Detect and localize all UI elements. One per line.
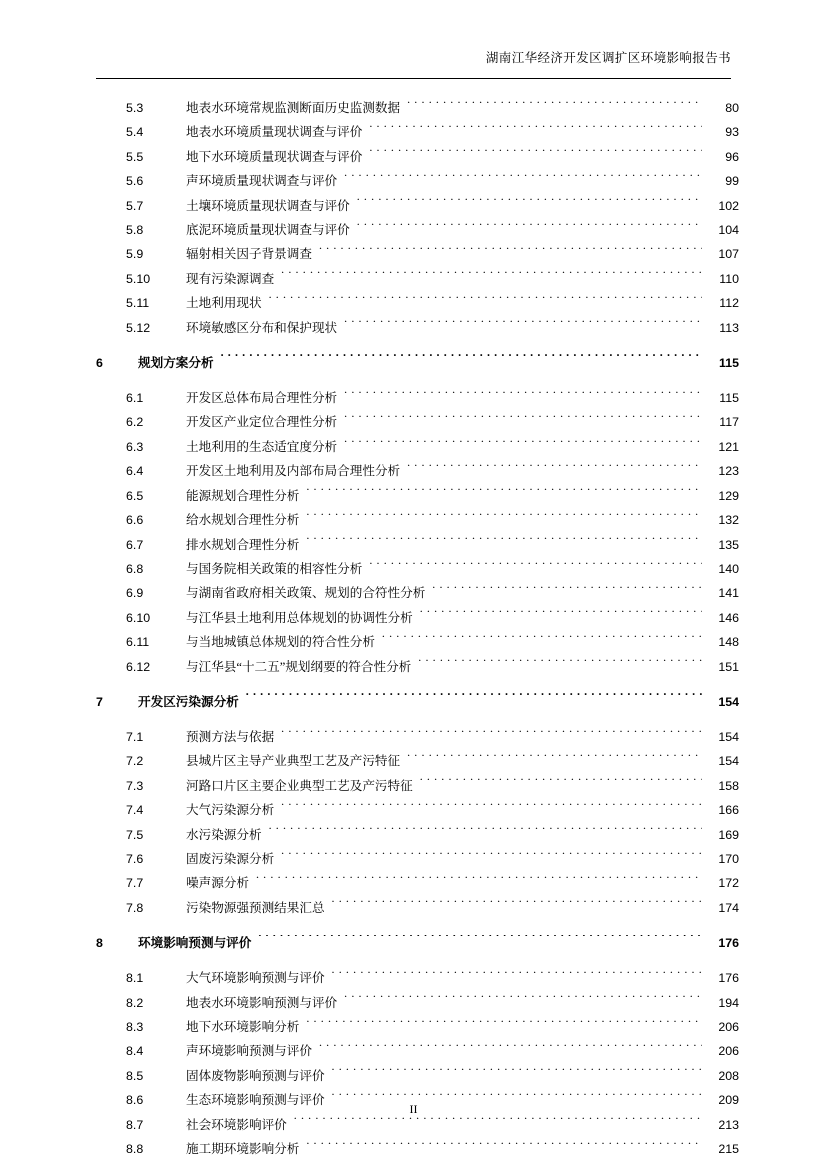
toc-entry-page: 176 — [718, 971, 739, 986]
toc-entry[interactable] — [96, 459, 739, 483]
toc-entry-number: 5.6 — [126, 174, 144, 189]
toc-entry-page: 213 — [718, 1117, 739, 1132]
toc-entry[interactable] — [96, 929, 739, 957]
toc-leader-dots — [344, 319, 702, 332]
toc-entry-title: 开发区污染源分析 — [138, 694, 239, 709]
toc-leader-dots — [369, 148, 702, 161]
toc-entry[interactable] — [96, 508, 739, 532]
toc-entry[interactable] — [96, 96, 739, 120]
toc-spacer — [96, 340, 739, 349]
toc-entry-page: 154 — [718, 694, 739, 709]
toc-entry-number: 6.7 — [126, 537, 144, 552]
toc-entry-page: 194 — [718, 995, 739, 1010]
toc-entry-title: 现有污染源调查 — [186, 271, 275, 286]
toc-entry-title: 大气污染源分析 — [186, 803, 275, 818]
toc-entry-page: 170 — [718, 851, 739, 866]
toc-entry[interactable] — [96, 386, 739, 410]
toc-leader-dots — [319, 1043, 702, 1056]
toc-leader-dots — [221, 354, 702, 367]
toc-entry-page: 176 — [718, 936, 739, 951]
toc-entry-title: 给水规划合理性分析 — [186, 513, 300, 528]
toc-entry-title: 土地利用现状 — [186, 296, 262, 311]
toc-entry-title: 开发区总体布局合理性分析 — [186, 391, 338, 406]
toc-entry-number: 6.10 — [126, 610, 151, 625]
toc-entry[interactable] — [96, 847, 739, 871]
toc-entry-title: 开发区产业定位合理性分析 — [186, 415, 338, 430]
toc-entry[interactable] — [96, 316, 739, 340]
toc-leader-dots — [306, 1140, 702, 1153]
toc-entry-number: 6.1 — [126, 391, 144, 406]
toc-leader-dots — [344, 414, 702, 427]
toc-entry-page: 208 — [718, 1068, 739, 1083]
toc-leader-dots — [407, 99, 702, 112]
toc-entry[interactable] — [96, 725, 739, 749]
toc-leader-dots — [256, 875, 702, 888]
toc-leader-dots — [306, 512, 702, 525]
toc-leader-dots — [407, 463, 702, 476]
toc-entry-page: 99 — [725, 174, 739, 189]
toc-entry[interactable] — [96, 1015, 739, 1039]
toc-leader-dots — [418, 658, 702, 671]
toc-entry-number: 8.8 — [126, 1142, 144, 1157]
toc-entry[interactable] — [96, 774, 739, 798]
toc-entry-title: 能源规划合理性分析 — [186, 488, 300, 503]
toc-entry-title: 与江华县“十二五”规划纲要的符合性分析 — [186, 659, 412, 674]
toc-leader-dots — [344, 389, 702, 402]
toc-entry-page: 141 — [718, 586, 739, 601]
toc-entry-title: 声环境质量现状调查与评价 — [186, 174, 338, 189]
toc-entry-page: 117 — [719, 415, 739, 430]
toc-entry[interactable] — [96, 1039, 739, 1063]
toc-spacer — [96, 679, 739, 688]
toc-entry-number: 5.11 — [126, 296, 150, 311]
toc-leader-dots — [432, 585, 702, 598]
toc-entry[interactable] — [96, 435, 739, 459]
toc-leader-dots — [369, 560, 702, 573]
toc-entry[interactable] — [96, 966, 739, 990]
toc-entry[interactable] — [96, 145, 739, 169]
toc-entry-page: 169 — [718, 827, 739, 842]
toc-entry[interactable] — [96, 533, 739, 557]
toc-entry-title: 社会环境影响评价 — [186, 1117, 287, 1132]
toc-entry[interactable] — [96, 798, 739, 822]
toc-entry-number: 8.3 — [126, 1020, 144, 1034]
toc-entry[interactable] — [96, 291, 739, 315]
toc-entry-title: 水污染源分析 — [186, 827, 262, 842]
toc-entry-title: 开发区土地利用及内部布局合理性分析 — [186, 464, 401, 479]
toc-entry-number: 6.12 — [126, 659, 151, 674]
toc-entry-page: 148 — [718, 635, 739, 650]
toc-entry-title: 地表水环境常规监测断面历史监测数据 — [186, 101, 401, 115]
toc-entry-page: 102 — [718, 198, 739, 213]
toc-leader-dots — [306, 536, 702, 549]
toc-entry-title: 预测方法与依据 — [186, 729, 275, 744]
toc-entry-page: 104 — [718, 223, 739, 238]
toc-entry[interactable] — [96, 120, 739, 144]
toc-leader-dots — [246, 693, 702, 706]
toc-entry-title: 污染物源强预测结果汇总 — [186, 900, 325, 915]
toc-entry-page: 123 — [718, 464, 739, 479]
toc-entry[interactable] — [96, 823, 739, 847]
toc-entry[interactable] — [96, 1064, 739, 1088]
toc-leader-dots — [281, 728, 702, 741]
toc-entry-page: 80 — [725, 101, 739, 115]
toc-leader-dots — [357, 197, 702, 210]
toc-entry-page: 115 — [719, 356, 739, 371]
toc-entry[interactable] — [96, 410, 739, 434]
running-header: 湖南江华经济开发区调扩区环境影响报告书 — [485, 51, 731, 65]
toc-leader-dots — [306, 487, 702, 500]
page-number: II — [409, 1102, 418, 1116]
toc-entry-page: 113 — [719, 320, 739, 335]
toc-entry-title: 与国务院相关政策的相容性分析 — [186, 561, 363, 576]
toc-leader-dots — [344, 438, 702, 451]
toc-entry-number: 8.6 — [126, 1093, 144, 1108]
toc-leader-dots — [332, 1067, 702, 1080]
toc-entry-number: 6.5 — [126, 488, 144, 503]
toc-entry-number: 7.6 — [126, 851, 144, 866]
toc-entry-number: 5.10 — [126, 271, 151, 286]
toc-leader-dots — [344, 173, 702, 186]
toc-leader-dots — [332, 899, 702, 912]
toc-entry-number: 6.9 — [126, 586, 144, 601]
toc-entry-number: 6.11 — [126, 635, 150, 650]
toc-entry-title: 固废污染源分析 — [186, 851, 275, 866]
toc-leader-dots — [319, 246, 702, 259]
toc-entry-page: 154 — [718, 729, 739, 744]
toc-entry-number: 5.4 — [126, 125, 144, 140]
toc-entry-number: 8.1 — [126, 971, 144, 986]
toc-spacer — [96, 377, 739, 386]
toc-entry-number: 5.9 — [126, 247, 144, 262]
toc-entry-number: 5.5 — [126, 149, 144, 164]
toc-entry-title: 规划方案分析 — [138, 356, 214, 371]
toc-entry[interactable] — [96, 749, 739, 773]
toc-entry-number: 7.4 — [126, 803, 144, 818]
header-divider — [96, 78, 731, 79]
toc-entry-number: 7.2 — [126, 754, 144, 769]
toc-entry-title: 与当地城镇总体规划的符合性分析 — [186, 635, 375, 650]
toc-entry-page: 129 — [718, 488, 739, 503]
toc-spacer — [96, 920, 739, 929]
toc-entry-number: 7.3 — [126, 778, 144, 793]
toc-leader-dots — [420, 609, 702, 622]
toc-entry-title: 河路口片区主要企业典型工艺及产污特征 — [186, 778, 413, 793]
toc-leader-dots — [344, 994, 702, 1007]
toc-entry-page: 172 — [718, 876, 739, 891]
toc-leader-dots — [407, 753, 702, 766]
toc-leader-dots — [258, 935, 702, 948]
toc-entry-title: 土壤环境质量现状调查与评价 — [186, 198, 350, 213]
toc-entry-number: 8.4 — [126, 1044, 144, 1059]
toc-entry-title: 排水规划合理性分析 — [186, 537, 300, 552]
toc-entry-title: 与江华县土地利用总体规划的协调性分析 — [186, 610, 413, 625]
toc-entry-number: 7.7 — [126, 876, 144, 891]
toc-leader-dots — [281, 802, 702, 815]
table-of-contents — [96, 96, 739, 1161]
toc-entry-page: 151 — [718, 659, 739, 674]
toc-entry-page: 112 — [719, 296, 739, 311]
toc-entry-title: 噪声源分析 — [186, 876, 249, 891]
toc-entry-page: 93 — [725, 125, 739, 140]
toc-entry[interactable] — [96, 630, 739, 654]
toc-entry[interactable] — [96, 557, 739, 581]
toc-entry-number: 8.7 — [126, 1117, 144, 1132]
toc-entry[interactable] — [96, 218, 739, 242]
toc-leader-dots — [357, 221, 702, 234]
toc-entry-title: 地下水环境质量现状调查与评价 — [186, 149, 363, 164]
toc-entry-number: 7.5 — [126, 827, 144, 842]
toc-entry[interactable] — [96, 484, 739, 508]
toc-entry-title: 固体废物影响预测与评价 — [186, 1068, 325, 1083]
toc-entry-title: 大气环境影响预测与评价 — [186, 971, 325, 986]
toc-entry-number: 7.1 — [126, 729, 144, 744]
toc-entry[interactable] — [96, 991, 739, 1015]
toc-entry-page: 121 — [718, 439, 739, 454]
toc-leader-dots — [269, 826, 702, 839]
toc-entry-title: 地表水环境质量现状调查与评价 — [186, 125, 363, 140]
toc-entry-page: 215 — [718, 1142, 739, 1157]
toc-entry[interactable] — [96, 896, 739, 920]
toc-entry-page: 206 — [718, 1020, 739, 1034]
toc-entry-number: 6 — [96, 356, 103, 371]
toc-entry[interactable] — [96, 1137, 739, 1161]
toc-leader-dots — [369, 124, 702, 137]
toc-entry[interactable] — [96, 688, 739, 716]
toc-entry-page: 96 — [725, 149, 739, 164]
toc-entry-title: 地下水环境影响分析 — [186, 1020, 300, 1034]
toc-leader-dots — [294, 1116, 702, 1129]
toc-entry-number: 6.4 — [126, 464, 144, 479]
toc-entry-number: 6.6 — [126, 513, 144, 528]
toc-entry-title: 土地利用的生态适宜度分析 — [186, 439, 338, 454]
toc-entry[interactable] — [96, 267, 739, 291]
toc-entry[interactable] — [96, 871, 739, 895]
toc-entry-page: 115 — [719, 391, 739, 406]
toc-leader-dots — [306, 1018, 702, 1031]
toc-entry-page: 209 — [718, 1093, 739, 1108]
toc-entry[interactable] — [96, 242, 739, 266]
toc-entry-number: 7 — [96, 694, 103, 709]
toc-entry-page: 140 — [718, 561, 739, 576]
toc-entry-title: 与湖南省政府相关政策、规划的合符性分析 — [186, 586, 426, 601]
toc-leader-dots — [269, 295, 702, 308]
toc-entry-page: 206 — [718, 1044, 739, 1059]
toc-entry-number: 8.2 — [126, 995, 144, 1010]
toc-entry[interactable] — [96, 194, 739, 218]
toc-entry-page: 146 — [718, 610, 739, 625]
toc-leader-dots — [332, 970, 702, 983]
toc-entry-title: 县城片区主导产业典型工艺及产污特征 — [186, 754, 401, 769]
toc-leader-dots — [281, 270, 702, 283]
toc-entry[interactable] — [96, 169, 739, 193]
toc-entry-page: 174 — [718, 900, 739, 915]
toc-entry-number: 6.8 — [126, 561, 144, 576]
toc-entry-page: 158 — [718, 778, 739, 793]
toc-entry-title: 环境影响预测与评价 — [138, 936, 252, 951]
toc-entry-page: 107 — [718, 247, 739, 262]
toc-entry-number: 6.3 — [126, 439, 144, 454]
toc-leader-dots — [420, 777, 702, 790]
toc-leader-dots — [281, 850, 702, 863]
toc-entry-number: 8 — [96, 936, 103, 951]
toc-entry-page: 110 — [719, 271, 739, 286]
toc-entry-number: 5.3 — [126, 101, 144, 115]
toc-spacer — [96, 716, 739, 725]
toc-entry-title: 声环境影响预测与评价 — [186, 1044, 312, 1059]
toc-entry-number: 8.5 — [126, 1068, 144, 1083]
toc-entry[interactable] — [96, 581, 739, 605]
toc-entry-page: 135 — [718, 537, 739, 552]
toc-entry-title: 施工期环境影响分析 — [186, 1142, 300, 1157]
toc-entry[interactable] — [96, 349, 739, 377]
toc-entry-title: 地表水环境影响预测与评价 — [186, 995, 338, 1010]
toc-entry-number: 7.8 — [126, 900, 144, 915]
toc-entry-number: 6.2 — [126, 415, 144, 430]
toc-entry-number: 5.12 — [126, 320, 151, 335]
toc-spacer — [96, 957, 739, 966]
toc-entry-title: 生态环境影响预测与评价 — [186, 1093, 325, 1108]
toc-entry-title: 环境敏感区分布和保护现状 — [186, 320, 338, 335]
toc-entry-number: 5.8 — [126, 223, 144, 238]
toc-entry[interactable] — [96, 655, 739, 679]
toc-entry-page: 154 — [718, 754, 739, 769]
toc-entry-title: 底泥环境质量现状调查与评价 — [186, 223, 350, 238]
toc-entry-title: 辐射相关因子背景调查 — [186, 247, 312, 262]
toc-entry-number: 5.7 — [126, 198, 144, 213]
toc-entry-page: 166 — [718, 803, 739, 818]
toc-entry[interactable] — [96, 606, 739, 630]
toc-leader-dots — [382, 634, 702, 647]
toc-entry-page: 132 — [718, 513, 739, 528]
